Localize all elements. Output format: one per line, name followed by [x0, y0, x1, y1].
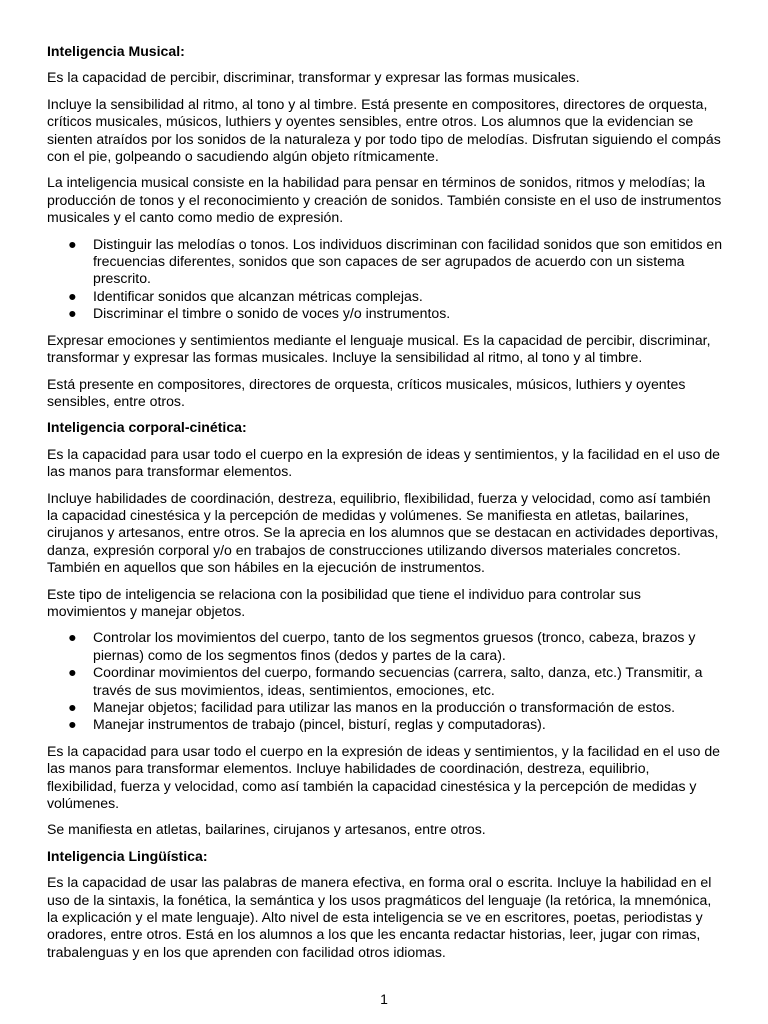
bullet-list-corporal [47, 629, 723, 733]
list-item: ● Manejar instrumentos de trabajo (pincel, bisturí, reglas y computadoras). [68, 716, 546, 733]
bullet-icon: ● [68, 664, 77, 681]
paragraph: Es la capacidad para usar todo el cuerpo en la expresión de ideas y sentimientos, y la facilidad en el uso de las manos para transformar elementos. [47, 445, 720, 480]
paragraph: La inteligencia musical consiste en la habilidad para pensar en términos de sonidos, ritmos y melodías; la producción de tonos y el reconocimiento y creación de sonidos. También consiste en el uso de instrumentos musicales y el canto como medio de expresión. [47, 174, 722, 226]
paragraph: Es la capacidad de usar las palabras de manera efectiva, en forma oral o escrita. Incluye la habilidad en el uso de la sintaxis, la fonética, la semántica y los usos pragmáticos del lenguaje (la retórica, la mnemónica, la explicación y el mate lenguaje). Alto nivel de esta inteligencia se ve en escritores, poetas, periodistas y oradores, entre otros. Está en los alumnos a los que les encanta redactar historias, leer, jugar con rimas, trabalenguas y en los que aprenden con facilidad otros idiomas. [47, 874, 712, 960]
list-item: ● Manejar objetos; facilidad para utilizar las manos en la producción o transformación de estos. [68, 699, 676, 715]
document-page [47, 43, 723, 970]
page-number: 1 [380, 991, 388, 1007]
paragraph: Este tipo de inteligencia se relaciona con la posibilidad que tiene el individuo para controlar sus movimientos y manejar objetos. [47, 585, 641, 619]
list-item: ● Identificar sonidos que alcanzan métricas complejas. [68, 287, 423, 304]
section-heading-musical: Inteligencia Musical: [47, 43, 185, 59]
list-item: ● Distinguir las melodías o tonos. Los individuos discriminan con facilidad sonidos que son emitidos en frecuencias diferentes, sonidos que son capaces de ser agrupados de acuerdo con un sistema prescrito. [68, 235, 723, 287]
bullet-icon: ● [68, 716, 77, 733]
bullet-icon: ● [68, 235, 77, 252]
paragraph: Incluye la sensibilidad al ritmo, al tono y al timbre. Está presente en compositores, directores de orquesta, críticos musicales, músicos, luthiers y oyentes sensibles, entre otros. Los alumnos que la evidencian se sienten atraídos por los sonidos de la naturaleza y por todo tipo de melodías. Disfrutan siguiendo el compás con el pie, golpeando o sacudiendo algún objeto rítmicamente. [47, 95, 721, 165]
list-item: ● Coordinar movimientos del cuerpo, formando secuencias (carrera, salto, danza, etc.) Transmitir, a través de sus movimientos, ideas, sentimientos, emociones, etc. [68, 664, 703, 698]
bullet-icon: ● [68, 287, 77, 304]
section-heading-linguistica: Inteligencia Lingüística: [47, 847, 208, 864]
bullet-list-musical [47, 236, 723, 323]
bullet-icon: ● [68, 699, 77, 715]
paragraph: Se manifiesta en atletas, bailarines, cirujanos y artesanos, entre otros. [47, 821, 486, 838]
list-item: ● Controlar los movimientos del cuerpo, tanto de los segmentos gruesos (tronco, cabeza, brazos y piernas) como de los segmentos finos (dedos y partes de la cara). [68, 629, 696, 663]
list-item: ● Discriminar el timbre o sonido de voces y/o instrumentos. [68, 305, 451, 322]
paragraph: Incluye habilidades de coordinación, destreza, equilibrio, flexibilidad, fuerza y velocidad, como así también la capacidad cinestésica y la percepción de medidas y volúmenes. Se manifiesta en atletas, bailarines, cirujanos y artesanos, entre otros. Se la aprecia en los alumnos que se destacan en actividades deportivas, danza, expresión corporal y/o en trabajos de construcciones utilizando diversos materiales concretos. También en aquellos que son hábiles en la ejecución de instrumentos. [47, 489, 719, 576]
paragraph: Expresar emociones y sentimientos mediante el lenguaje musical. Es la capacidad de percibir, discriminar, transformar y expresar las formas musicales. Incluye la sensibilidad al ritmo, al tono y al timbre. [47, 331, 711, 366]
paragraph: Es la capacidad para usar todo el cuerpo en la expresión de ideas y sentimientos, y la facilidad en el uso de las manos para transformar elementos. Incluye habilidades de coordinación, destreza, equilibrio, flexibilidad, fuerza y velocidad, como así también la capacidad cinestésica y la percepción de medidas y volúmenes. [47, 742, 720, 812]
bullet-icon: ● [68, 305, 77, 322]
section-heading-corporal: Inteligencia corporal-cinética: [47, 419, 247, 436]
bullet-icon: ● [68, 629, 77, 646]
paragraph: Está presente en compositores, directores de orquesta, críticos musicales, músicos, luthiers y oyentes sensibles, entre otros. [47, 375, 686, 409]
paragraph: Es la capacidad de percibir, discriminar, transformar y expresar las formas musicales. [47, 69, 580, 86]
